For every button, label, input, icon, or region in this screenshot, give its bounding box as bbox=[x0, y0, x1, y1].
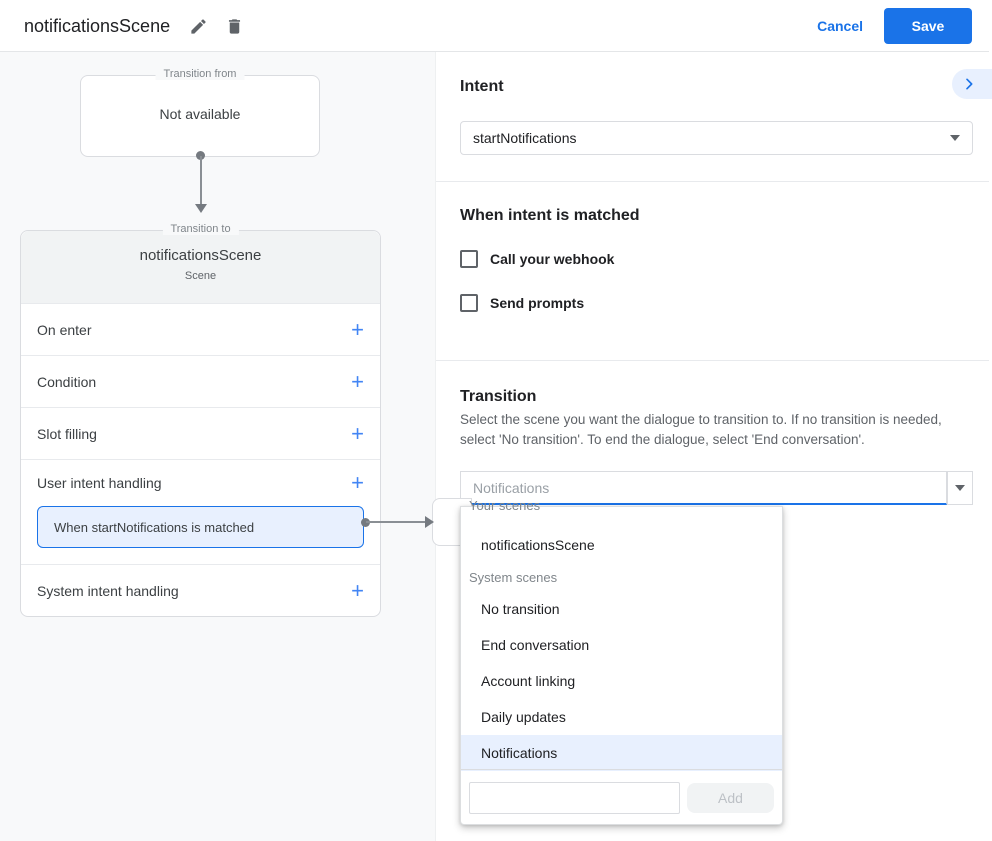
collapse-panel-button[interactable] bbox=[952, 69, 992, 99]
intent-detail-panel bbox=[436, 52, 989, 841]
dropdown-group-system-scenes: System scenes bbox=[469, 569, 558, 585]
scene-dropdown bbox=[460, 498, 783, 825]
scene-row-condition[interactable] bbox=[21, 355, 380, 407]
scene-diagram-panel bbox=[0, 52, 436, 841]
delete-scene-button[interactable] bbox=[220, 12, 248, 40]
intent-select[interactable] bbox=[460, 121, 973, 155]
scene-row-system-intent-handling[interactable] bbox=[21, 564, 380, 616]
call-webhook-label: Call your webhook bbox=[490, 251, 615, 267]
user-intent-label-row[interactable] bbox=[21, 460, 380, 506]
save-button[interactable]: Save bbox=[884, 8, 972, 44]
when-intent-matched-heading: When intent is matched bbox=[460, 207, 640, 224]
scene-row-on-enter[interactable] bbox=[21, 303, 380, 355]
intent-handler-chip[interactable] bbox=[37, 506, 364, 548]
scene-card-header bbox=[21, 231, 380, 303]
add-scene-button[interactable]: Add bbox=[687, 783, 774, 813]
edit-scene-name-button[interactable] bbox=[184, 12, 212, 40]
chevron-right-icon bbox=[961, 76, 977, 92]
add-icon[interactable]: + bbox=[351, 470, 364, 495]
transition-dropdown-button[interactable] bbox=[947, 471, 973, 505]
add-icon[interactable]: + bbox=[351, 577, 364, 603]
scene-row-label: Slot filling bbox=[37, 425, 97, 442]
trash-icon bbox=[225, 17, 244, 36]
scene-card-subtitle: Scene bbox=[184, 270, 217, 282]
dropdown-item-notifications[interactable]: Notifications bbox=[461, 735, 782, 771]
intent-heading: Intent bbox=[460, 78, 504, 95]
scene-row-label: System intent handling bbox=[37, 582, 179, 599]
scene-row-slot-filling[interactable] bbox=[21, 407, 380, 459]
dropdown-arrow-icon bbox=[950, 135, 960, 141]
send-prompts-checkbox-row[interactable] bbox=[460, 294, 584, 312]
dropdown-item-daily-updates[interactable]: Daily updates bbox=[481, 709, 566, 725]
connector-line bbox=[366, 521, 426, 523]
connector-line bbox=[200, 156, 202, 204]
divider bbox=[436, 360, 989, 361]
call-webhook-checkbox-row[interactable] bbox=[460, 250, 614, 268]
dropdown-item-notificationsscene[interactable]: notificationsScene bbox=[481, 537, 595, 553]
call-webhook-checkbox[interactable] bbox=[460, 250, 478, 268]
scene-row-label: Condition bbox=[37, 373, 97, 390]
scene-row-label: User intent handling bbox=[37, 475, 162, 491]
dropdown-group-your-scenes bbox=[461, 498, 782, 527]
send-prompts-label: Send prompts bbox=[490, 295, 585, 311]
add-icon[interactable]: + bbox=[351, 316, 364, 342]
intent-select-value: startNotifications bbox=[473, 130, 577, 146]
arrow-down-icon bbox=[195, 204, 207, 213]
send-prompts-checkbox[interactable] bbox=[460, 294, 478, 312]
cancel-button[interactable]: Cancel bbox=[801, 8, 879, 44]
add-icon[interactable]: + bbox=[351, 368, 364, 394]
transition-from-card bbox=[80, 68, 320, 157]
page-title: notificationsScene bbox=[24, 16, 171, 36]
dropdown-item-end-conversation[interactable]: End conversation bbox=[481, 637, 590, 653]
transition-from-legend: Transition from bbox=[156, 68, 245, 80]
transition-to-legend: Transition to bbox=[162, 223, 238, 235]
scene-row-user-intent-handling bbox=[21, 459, 380, 564]
intent-handler-chip-label: When startNotifications is matched bbox=[54, 519, 255, 535]
dropdown-item-account-linking[interactable]: Account linking bbox=[481, 673, 576, 689]
arrow-right-icon bbox=[425, 516, 434, 528]
dropdown-footer bbox=[461, 769, 782, 824]
scene-row-label: On enter bbox=[37, 321, 92, 338]
dropdown-item-no-transition[interactable]: No transition bbox=[481, 601, 560, 617]
add-icon[interactable]: + bbox=[351, 420, 364, 446]
dropdown-arrow-icon bbox=[955, 485, 965, 491]
new-scene-input[interactable] bbox=[469, 782, 680, 814]
transition-description: Select the scene you want the dialogue to transition to. If no transition is needed, select 'No transition'. To end the dialogue, select 'End conversation'. bbox=[460, 412, 942, 447]
scene-card-title: notificationsScene bbox=[139, 247, 262, 264]
transition-heading: Transition bbox=[460, 388, 537, 405]
pencil-icon bbox=[189, 17, 208, 36]
topbar bbox=[0, 0, 989, 52]
transition-from-message: Not available bbox=[159, 106, 241, 122]
transition-to-card bbox=[20, 223, 381, 617]
dropdown-group-label: Your scenes bbox=[469, 498, 541, 513]
divider bbox=[436, 181, 989, 182]
